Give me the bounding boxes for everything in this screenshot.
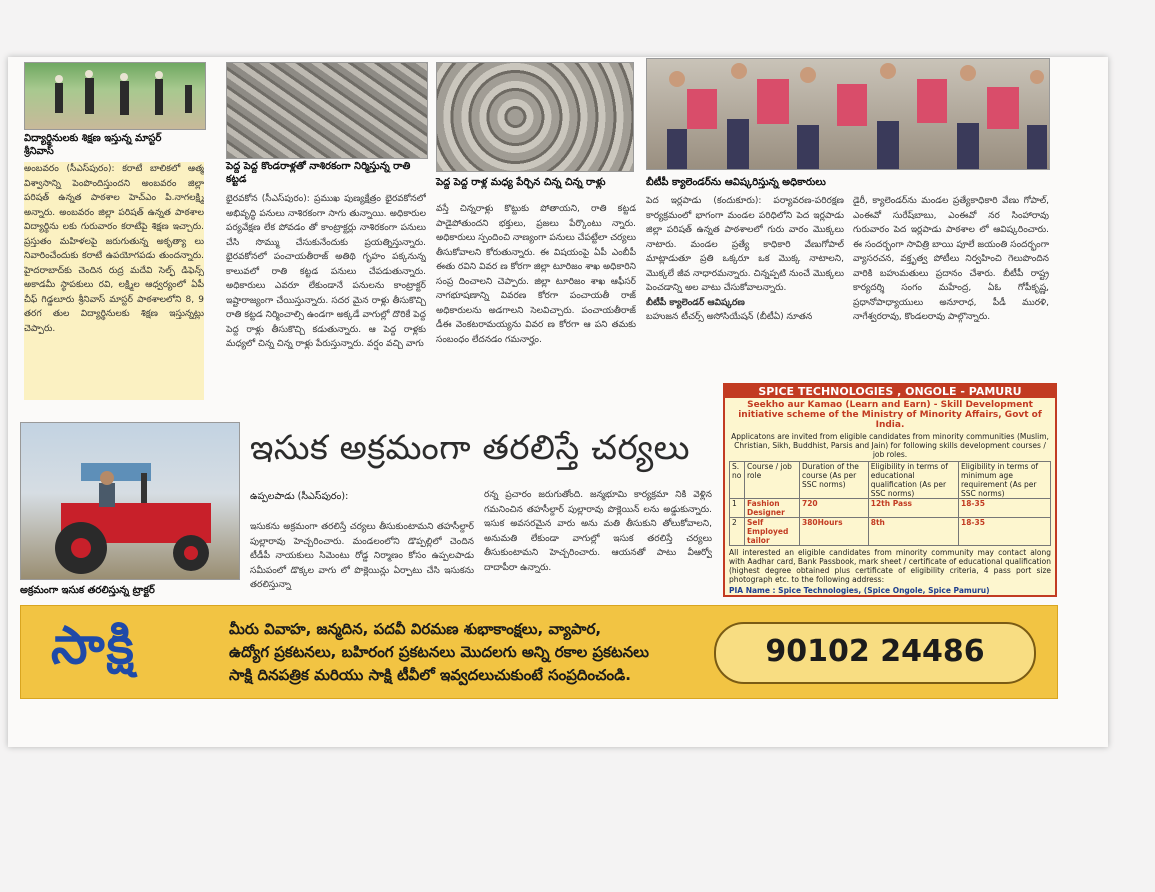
table-cell: 12th Pass	[868, 499, 958, 518]
students-photo-graphic	[25, 63, 205, 129]
sand-article-col1: ఇసుకను అక్రమంగా తరలిస్తే చర్యలు తీసుకుంటామని తహసీల్దార్ పుల్లారావు హెచ్చరించారు. మండలంలోని డొప్పల్లిలో చెందిన టీడీపీ నాయకులు సిమెంటు రోడ్డ నిర్మాణం కోసం ఉప్పలపాడు సమీపంలో డొక్కల వాగు లో పొక్లెయిన్లు ఏర్పాటు చేసి ఇసుకను తరలిస్తున్నా	[250, 522, 474, 590]
phone-box	[714, 622, 1036, 684]
stone-wall-photo	[226, 62, 428, 159]
tractor-caption: అక్రమంగా ఇసుక తరలిస్తున్న ట్రాక్టర్	[20, 585, 155, 596]
calendar-caption: బీటీపీ క్యాలెండర్‌ను ఆవిష్కరిస్తున్న అధికారులు	[646, 177, 826, 188]
plantation-text: పెద ఇర్లపాడు (కందుకూరు): పర్యావరణ-పరిరక్షణ కార్యక్రమంలో భాగంగా మండల పరిధిలోని పెద ఇర్లపాడు జిల్లా పరిషత్ ఉన్నత పాఠశాలలో గురు వారం మొక్కలు నాటారు. మండల ప్రత్యే కాధికారి వేణుగోపాల్ మాట్లాడుతూ ప్రతి ఒక్కరూ ఒక మొక్క నాటాలని, మొక్కలే జీవ నాధారమన్నారు. చిన్నప్పటి నుంచే మొక్కలు పెంచడాన్ని అల వాటు చేసుకోవాలన్నారు.	[646, 196, 844, 293]
table-cell: 8th	[868, 518, 958, 546]
table-cell: Self Employed tailor	[745, 518, 800, 546]
ad-body: All interested an eligible candidates from minority community may contact along with Aadhar card, Bank Passbook, mark sheet / certificate of educational qualification (highest degree obtained plus certificate of eligibility criteria, 4 pass port size photograph etc. to the following address:	[729, 548, 1051, 584]
sakshi-logo: సాక్షి	[51, 616, 136, 676]
stone-wall-caption: పెద్ద పెద్ద కొండరాళ్లతో నాశిరకంగా నిర్మిస్తున్న రాతి కట్టడ	[226, 161, 411, 185]
stone-wall-article-col2: వస్తే చిన్నరాళ్లు కొట్టుకు పోతాయని, రాతి కట్టడ పాడైపోతుందని భక్తులు, ప్రజలు పేర్కొంటు న్నారు. అధికారులు స్పందించి నాణ్యంగా పనులు చేపట్టేలా చర్యలు తీసుకోవాలని కోరుతున్నారు. ఈ విషయంపై ఏపీ ఎంబీపీ ఈతు రవిని వివర ణ కోరగా జిల్లా టూరిజం శాఖ అధికారిని సంప్ర దించాలని చెప్పారు. జిల్లా టూరిజం శాఖ ఆఫీసర్ నాగభూషణాన్ని వివరణ కోరగా పంచాయతీ రాజ్ అధికారులను అడగాలని సెలవిచ్చారు. పంచాయతీరాజ్ డీఈ వెంకటరామయ్యను వివర ణ కోరగా ఆ పని తమకు సంబంధం లేదనడం గమనార్హం.	[436, 204, 636, 345]
sand-article-col2: రన్న ప్రచారం జరుగుతోంది. జన్మభూమి కార్యక్రమా నికి వెళ్లిన గమనించిన తహసీల్దార్ పుల్లారావు పొక్లెయిన్ లను అడ్డుకున్నారు. ఇసుక అవసరమైన వారు అను మతి తీసుకుని తోలుకోవాలని, అనుమతి లేకుండా వాగుల్లో ఇసుక తరలిస్తే చర్యలు తీసుకుంటామని హెచ్చరించారు. ఆయనతో పాటు వీఆర్వో దాదాపీరా ఉన్నారు.	[484, 490, 712, 573]
calendar-photo	[646, 58, 1050, 170]
karate-article-body: అంబవరం (సీఎస్‌పురం): కరాటే బాలికలో ఆత్మ విశ్వాసాన్ని పెంపొందిస్తుందని అంబవరం జిల్లా పరిషత్ ఉన్నత పాఠశాల హెచ్‌ఎం పి.నాగలక్ష్మి అన్నారు. అంబవరం జిల్లా పరిషత్ ఉన్నత పాఠశాల విద్యార్థిను లకు గురువారం కరాటేపై శిక్షణ ఇచ్చారు. ప్రస్తుతం మహిళలపై జరుగుతున్న అకృత్యా లు నివారించేందుకు కరాటే ఉపయోగపడు తుందన్నారు. హైదరాబాద్‌కు చెందిన రుద్ర మదేవి సెల్ఫ్ డిఫెన్స్ అకాడమీ స్థాపకులు రవి, లక్ష్మిల ఆధ్వర్యంలో ఏపీ చీఫ్ గిడ్డలూరు శ్రీనివాస్ మాస్టర్ పాఠశాలలోని 8, 9 తరగ తుల విద్యార్థినులకు శిక్షణ ఇస్తున్నట్లు చెప్పారు.	[24, 162, 204, 400]
ad-subtitle: Seekho aur Kamao (Learn and Earn) - Skill Development initiative scheme of the Ministry of Minority Affairs, Govt of India.	[738, 400, 1042, 430]
ad-intro: Applicatons are invited from eligible candidates from minority communities (Muslim, Christian, Sikh, Buddhist, Parsis and Jain) for following skills development courses / job roles.	[731, 432, 1049, 459]
stone-wall-article-col1: భైరవకోన (సీఎస్‌పురం): ప్రముఖ పుణ్యక్షేత్రం భైరవకోనలో అభివృద్ధి పనులు నాశిరకంగా సాగు తున్నాయి. అధికారుల పర్యవేక్షణ లేక పోవడం తో కాంట్రాక్టర్లు నాశిరకంగా పనులు చేసి సొమ్ము చేసుకునేందుకు ప్రయత్నిస్తున్నారు. భైరవకోనలో పంచాయతీరాజ్ అతిథి గృహం పక్కనున్న కాలువలో రాతి కట్టడ పనులు చేపడుతున్నారు. అధికారులు ఎవరూ లేకుండానే పనులను కాంట్రాక్టర్ ఇష్టారాజ్యంగా చేయిస్తున్నారు. సదర మైన రాళ్లు తీసుకొచ్చి రాతి కట్టడ నిర్మించాల్సి ఉండగా అక్కడే వాగుల్లో దొరికే పెద్ద పెద్ద రాళ్లు తీసుకొచ్చి కడుతున్నారు. ఆ పెద్ద రాళ్లకు మధ్యలో చిన్న చిన్న రాళ్లు పేరుస్తున్నారు. వర్షం వచ్చి వాగు	[226, 194, 426, 349]
rocks-photo	[436, 62, 634, 172]
table-cell: 18-35	[958, 518, 1050, 546]
students-photo	[24, 62, 206, 130]
course-table	[729, 461, 1051, 546]
sand-dateline: ఉప్పలపాడు (సీఎస్‌పురం):	[250, 491, 349, 502]
tractor-photo-graphic	[21, 423, 239, 579]
table-cell: 1	[730, 499, 745, 518]
header-cell: Eligibility in terms of minimum age requirement (As per SSC norms)	[958, 462, 1050, 499]
table-cell: 720	[799, 499, 868, 518]
banner-text	[229, 618, 709, 687]
calendar-photo-graphic	[647, 59, 1049, 169]
table-row	[730, 499, 1051, 518]
sand-headline: ఇసుక అక్రమంగా తరలిస్తే చర్యలు	[250, 428, 691, 468]
table-cell: 2	[730, 518, 745, 546]
ad-title: SPICE TECHNOLOGIES , ONGOLE - PAMURU	[725, 385, 1055, 398]
sakshi-banner	[20, 605, 1058, 699]
banner-phone: 90102 24486	[765, 634, 985, 669]
banner-line-1: మీరు వివాహ, జన్మదిన, పదవీ విరమణ శుభాకాంక్షలు, వ్యాపార,	[229, 620, 602, 638]
table-cell: Fashion Designer	[745, 499, 800, 518]
calendar-subhead: బీటీపీ క్యాలెండర్ ఆవిష్కరణ	[646, 297, 745, 308]
table-cell: 380Hours	[799, 518, 868, 546]
calendar-intro: బహుజన టీచర్స్ అసోసియేషన్ (బీటీఏ) నూతన	[646, 312, 813, 322]
course-table-header	[730, 462, 1051, 499]
plantation-article-body	[646, 194, 844, 390]
calendar-article-body: డైరీ, క్యాలెండర్‌ను మండల ప్రత్యేకాధికారి వేణు గోపాల్, ఎంఈవో సురేష్‌బాబు, ఎంఈవో నర సింహారావు గురువారం పెద ఇర్లపాడు పాఠశాల లో ఆవిష్కరించారు. ఈ సందర్భంగా సావిత్రి బాయి పూలే జయంతి సందర్భంగా వ్యాసరచన, వక్తృత్వ పోటీలు నిర్వహించి గెలుపొందిన వారికి బహుమతులు ప్రదానం చేశారు. బీటీపీ రాష్ట్ర కార్యదర్శి సంగం మహేంద్ర, ఏఓ గోపీకృష్ణ, ప్రధానోపాధ్యాయులు అనూరాధ, పీడీ మురళి, నాగేశ్వరరావు, కొండలరావు పాల్గొన్నారు.	[853, 196, 1049, 322]
table-row	[730, 518, 1051, 546]
table-cell: 18-35	[958, 499, 1050, 518]
students-caption: విద్యార్థినులకు శిక్షణ ఇస్తున్న మాస్టర్ శ్రీనివాస్	[24, 133, 162, 157]
ad-pia: PIA Name : Spice Technologies, (Spice Ongole, Spice Pamuru)	[729, 586, 990, 595]
spice-technologies-ad	[723, 383, 1057, 597]
header-cell: Eligibility in terms of educational qualification (As per SSC norms)	[868, 462, 958, 499]
rocks-caption: పెద్ద పెద్ద రాళ్ల మధ్య పేర్చిన చిన్న చిన్న రాళ్లు	[436, 177, 606, 188]
tractor-photo	[20, 422, 240, 580]
banner-line-2: ఉద్యోగ ప్రకటనలు, బహిరంగ ప్రకటనలు మొదలగు అన్ని రకాల ప్రకటనలు	[229, 643, 649, 661]
header-cell: Course / job role	[745, 462, 800, 499]
header-cell: S. no	[730, 462, 745, 499]
header-cell: Duration of the course (As per SSC norms)	[799, 462, 868, 499]
banner-line-3: సాక్షి దినపత్రిక మరియు సాక్షి టీవీలో ఇవ్వదలుచుకుంటే సంప్రదించండి.	[229, 666, 631, 684]
